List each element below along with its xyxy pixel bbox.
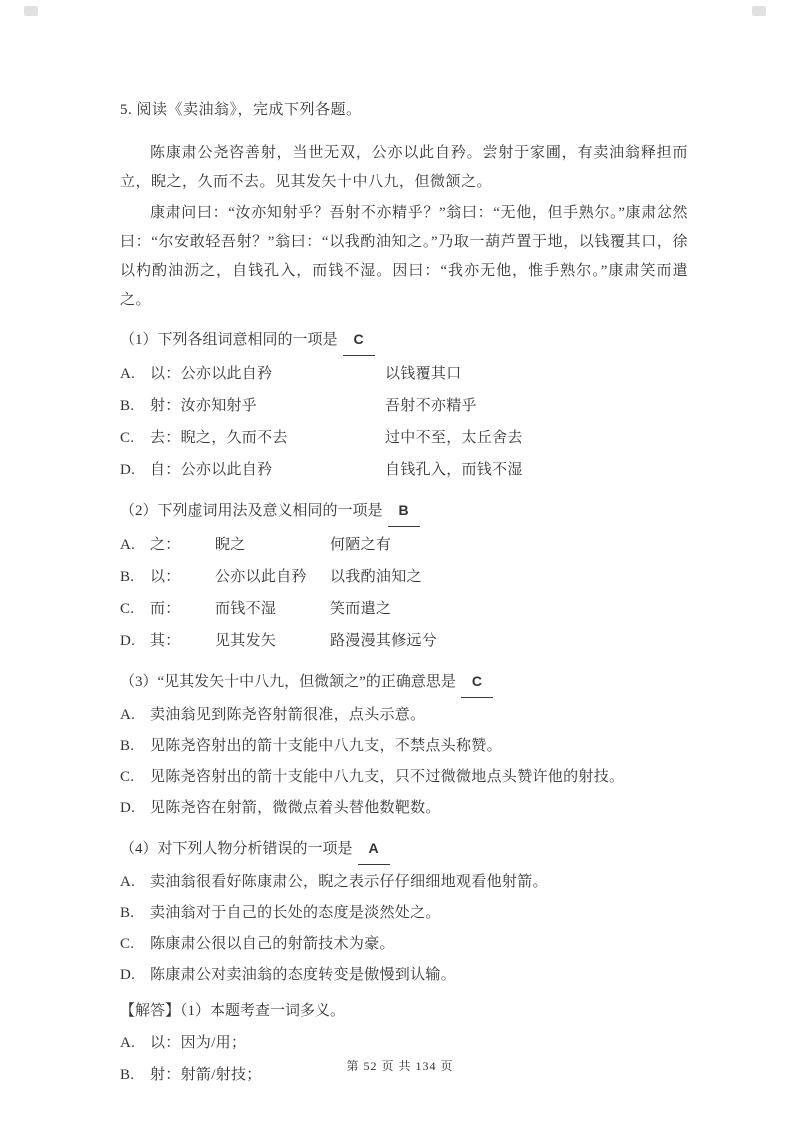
option-example-right: 路漫漫其修远兮 bbox=[330, 633, 438, 649]
answer-blank: A bbox=[358, 832, 390, 865]
scan-artifact bbox=[752, 6, 766, 16]
option-text: 见陈尧咨射出的箭十支能中八九支，不禁点头称赞。 bbox=[150, 738, 502, 754]
option-label: C. bbox=[120, 430, 135, 446]
analysis-item-text: 射：射箭/射技； bbox=[150, 1067, 262, 1083]
option-label: B. bbox=[120, 569, 135, 585]
option-label: D. bbox=[120, 462, 136, 478]
option-word: 其： bbox=[150, 633, 181, 649]
option-row bbox=[120, 793, 688, 824]
passage-paragraph: 康肃问曰：“汝亦知射乎？吾射不亦精乎？”翁曰：“无他，但手熟尔。”康肃忿然曰：“尔安敢轻吾射？”翁曰：“以我酌油知之。”乃取一葫芦置于地，以钱覆其口，徐以杓酌油沥之，自钱孔入，而钱不湿。因曰：“我亦无他，惟手熟尔。”康肃笑而遣之。 bbox=[120, 205, 688, 308]
question-stem-row bbox=[120, 317, 688, 356]
option-text: 见陈尧咨射出的箭十支能中八九支，只不过微微地点头赞许他的射技。 bbox=[150, 769, 625, 785]
option-row bbox=[120, 700, 688, 731]
option-label: D. bbox=[120, 967, 136, 983]
option-row bbox=[120, 762, 688, 793]
option-example-left: 见其发矢 bbox=[215, 633, 277, 649]
sub-question-1 bbox=[120, 317, 688, 486]
option-row bbox=[120, 422, 688, 454]
option-word: 而： bbox=[150, 601, 181, 617]
question-stem: （1）下列各组词意相同的一项是 bbox=[120, 332, 338, 348]
answer-blank: B bbox=[388, 494, 420, 527]
reading-passage bbox=[120, 139, 688, 315]
scan-artifact bbox=[24, 6, 38, 16]
option-label: A. bbox=[120, 707, 136, 723]
option-pair-left: 以：公亦以此自矜 bbox=[150, 366, 273, 382]
option-example-right: 笑而遣之 bbox=[330, 601, 392, 617]
question-header: 5. 阅读《卖油翁》，完成下列各题。 bbox=[120, 102, 362, 118]
option-label: B. bbox=[120, 905, 135, 921]
option-label: D. bbox=[120, 633, 136, 649]
option-row bbox=[120, 929, 688, 960]
option-pair-right: 吾射不亦精乎 bbox=[385, 398, 477, 414]
option-text: 卖油翁对于自己的长处的态度是淡然处之。 bbox=[150, 905, 441, 921]
option-example-left: 睨之 bbox=[215, 537, 246, 553]
question-stem-row bbox=[120, 659, 688, 698]
option-word: 之： bbox=[150, 537, 181, 553]
option-example-left: 而钱不湿 bbox=[215, 601, 277, 617]
option-label: B. bbox=[120, 398, 135, 414]
analysis-item-label: B. bbox=[120, 1067, 135, 1083]
page-number-footer: 第 52 页 共 134 页 bbox=[346, 1059, 454, 1073]
analysis-section bbox=[120, 995, 688, 1091]
question-stem: （3）“见其发矢十中八九，但微颔之”的正确意思是 bbox=[120, 674, 456, 690]
option-row bbox=[120, 561, 688, 593]
sub-question-4 bbox=[120, 826, 688, 991]
analysis-item bbox=[120, 1027, 688, 1059]
option-row bbox=[120, 731, 688, 762]
option-text: 陈康肃公对卖油翁的态度转变是傲慢到认输。 bbox=[150, 967, 457, 983]
option-pair-right: 自钱孔入，而钱不湿 bbox=[385, 462, 523, 478]
analysis-header: 【解答】（1）本题考查一词多义。 bbox=[120, 1003, 346, 1019]
question-stem-row bbox=[120, 488, 688, 527]
passage-paragraph: 陈康肃公尧咨善射，当世无双，公亦以此自矜。尝射于家圃，有卖油翁释担而立，睨之，久而不去。见其发矢十中八九，但微颔之。 bbox=[120, 145, 688, 190]
sub-question-3 bbox=[120, 659, 688, 824]
option-text: 见陈尧咨在射箭，微微点着头替他数靶数。 bbox=[150, 800, 441, 816]
analysis-item-text: 以：因为/用； bbox=[150, 1035, 247, 1051]
option-word: 以： bbox=[150, 569, 181, 585]
option-row bbox=[120, 593, 688, 625]
sub-question-2 bbox=[120, 488, 688, 657]
option-row bbox=[120, 867, 688, 898]
option-text: 卖油翁很看好陈康肃公，睨之表示仔仔细细地观看他射箭。 bbox=[150, 874, 548, 890]
option-text: 陈康肃公很以自己的射箭技术为豪。 bbox=[150, 936, 395, 952]
option-label: C. bbox=[120, 936, 135, 952]
option-label: C. bbox=[120, 601, 135, 617]
option-pair-right: 以钱覆其口 bbox=[385, 366, 462, 382]
option-example-right: 何陋之有 bbox=[330, 537, 392, 553]
option-example-right: 以我酌油知之 bbox=[330, 569, 422, 585]
option-row bbox=[120, 960, 688, 991]
option-label: D. bbox=[120, 800, 136, 816]
option-row bbox=[120, 898, 688, 929]
option-text: 卖油翁见到陈尧咨射箭很准，点头示意。 bbox=[150, 707, 426, 723]
option-label: A. bbox=[120, 874, 136, 890]
option-label: B. bbox=[120, 738, 135, 754]
question-stem: （2）下列虚词用法及意义相同的一项是 bbox=[120, 503, 383, 519]
question-stem: （4）对下列人物分析错误的一项是 bbox=[120, 841, 353, 857]
option-pair-right: 过中不至，太丘舍去 bbox=[385, 430, 523, 446]
option-row bbox=[120, 390, 688, 422]
option-example-left: 公亦以此自矜 bbox=[215, 569, 307, 585]
option-label: A. bbox=[120, 366, 136, 382]
analysis-item-label: A. bbox=[120, 1035, 136, 1051]
option-row bbox=[120, 358, 688, 390]
option-label: C. bbox=[120, 769, 135, 785]
question-stem-row bbox=[120, 826, 688, 865]
option-pair-left: 射：汝亦知射乎 bbox=[150, 398, 258, 414]
answer-blank: C bbox=[343, 323, 375, 356]
option-row bbox=[120, 454, 688, 486]
answer-blank: C bbox=[461, 665, 493, 698]
option-row bbox=[120, 529, 688, 561]
option-pair-left: 去：睨之，久而不去 bbox=[150, 430, 288, 446]
option-label: A. bbox=[120, 537, 136, 553]
option-row bbox=[120, 625, 688, 657]
option-pair-left: 自：公亦以此自矜 bbox=[150, 462, 273, 478]
